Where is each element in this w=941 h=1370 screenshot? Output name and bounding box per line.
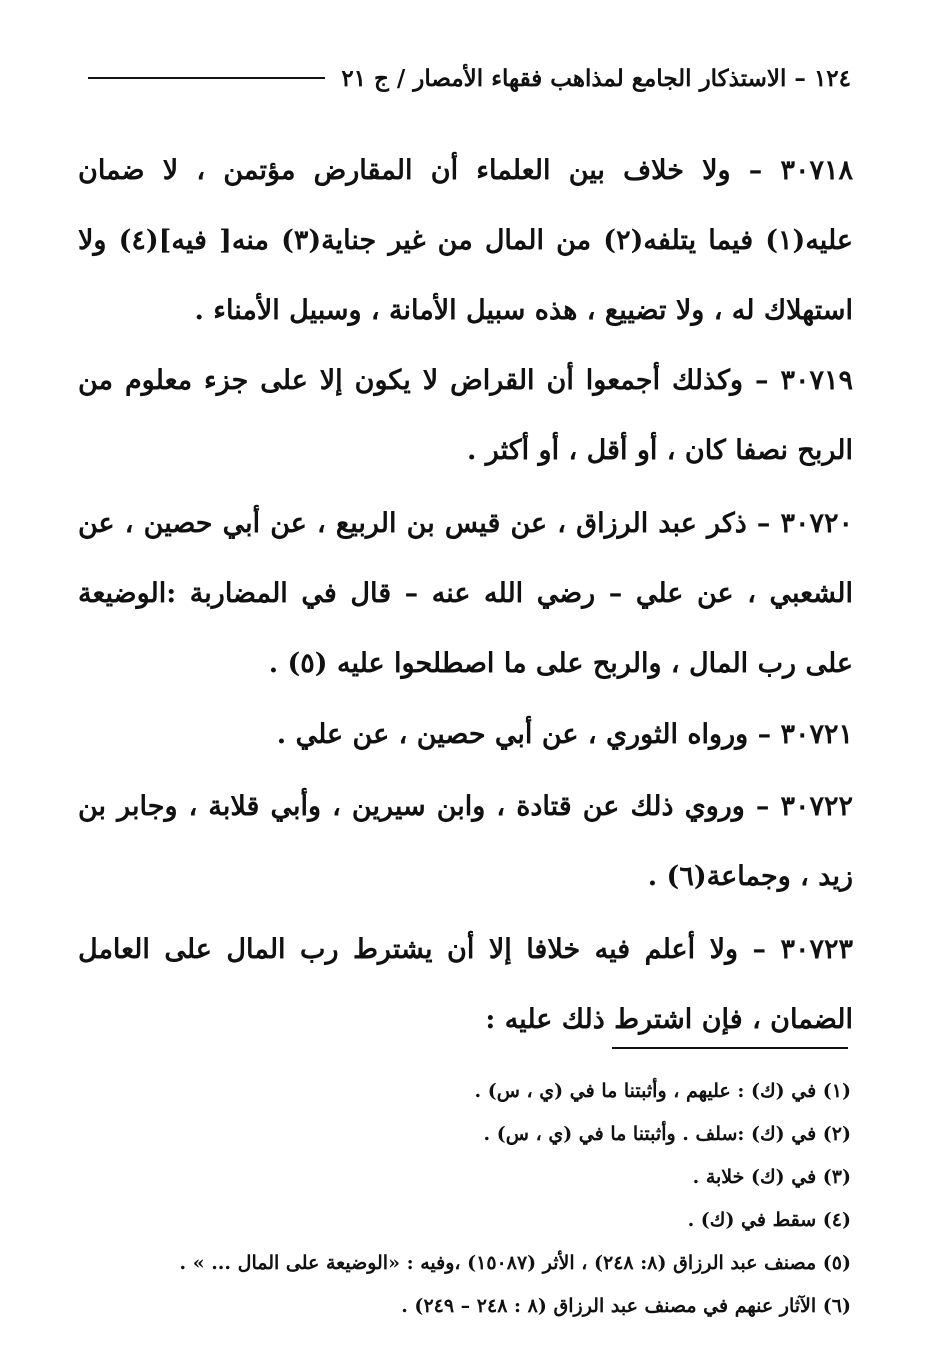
footnote-separator (612, 1047, 848, 1049)
footnotes (150, 1070, 851, 1328)
page-header (88, 58, 851, 98)
paragraph-30721: ٣٠٧٢١ – ورواه الثوري ، عن أبي حصين ، عن علي . (276, 719, 853, 750)
paragraph-30718: ٣٠٧١٨ – ولا خلاف بين العلماء أن المقارض مؤتمن ، لا ضمان عليه(١) فيما يتلفه(٢) من المال من غير جناية(٣) منه[ فيه](٤) ولا استهلاك له ، ولا تضييع ، هذه سبيل الأمانة ، وسبيل الأمناء . (78, 155, 853, 326)
running-title: ١٢٤ – الاستذكار الجامع لمذاهب فقهاء الأمصار / ج ٢١ (341, 64, 851, 92)
footnote-2: (٢) في (ك) :سلف . وأثبتنا ما في (ي ، س) . (483, 1123, 851, 1145)
paragraph-30723: ٣٠٧٢٣ – ولا أعلم فيه خلافا إلا أن يشترط رب المال على العامل الضمان ، فإن اشترط ذلك عليه : (78, 934, 853, 1035)
footnote-4: (٤) سقط في (ك) . (687, 1209, 851, 1231)
footnote-5: (٥) مصنف عبد الرزاق (٨: ٢٤٨) ، الأثر (١٥٠٨٧) ،وفيه : «الوضيعة على المال ... » . (179, 1252, 851, 1274)
paragraph-30719: ٣٠٧١٩ – وكذلك أجمعوا أن القراض لا يكون إلا على جزء معلوم من الربح نصفا كان ، أو أقل ، أو أكثر . (78, 365, 853, 466)
paragraph-30720: ٣٠٧٢٠ – ذكر عبد الرزاق ، عن قيس بن الربيع ، عن أبي حصين ، عن الشعبي ، عن علي – رضي الله عنه – قال في المضاربة :الوضيعة على رب المال ، والربح على ما اصطلحوا عليه (٥) . (78, 508, 853, 679)
footnote-6: (٦) الآثار عنهم في مصنف عبد الرزاق (٨ : ٢٤٨ – ٢٤٩) . (401, 1295, 851, 1317)
footnote-3: (٣) في (ك) خلابة . (692, 1166, 851, 1188)
footnote-1: (١) في (ك) : عليهم ، وأثبتنا ما في (ي ، س) . (474, 1080, 851, 1102)
paragraph-30722: ٣٠٧٢٢ – وروي ذلك عن قتادة ، وابن سيرين ، وأبي قلابة ، وجابر بن زيد ، وجماعة(٦) . (78, 791, 853, 892)
header-rule (88, 77, 325, 79)
